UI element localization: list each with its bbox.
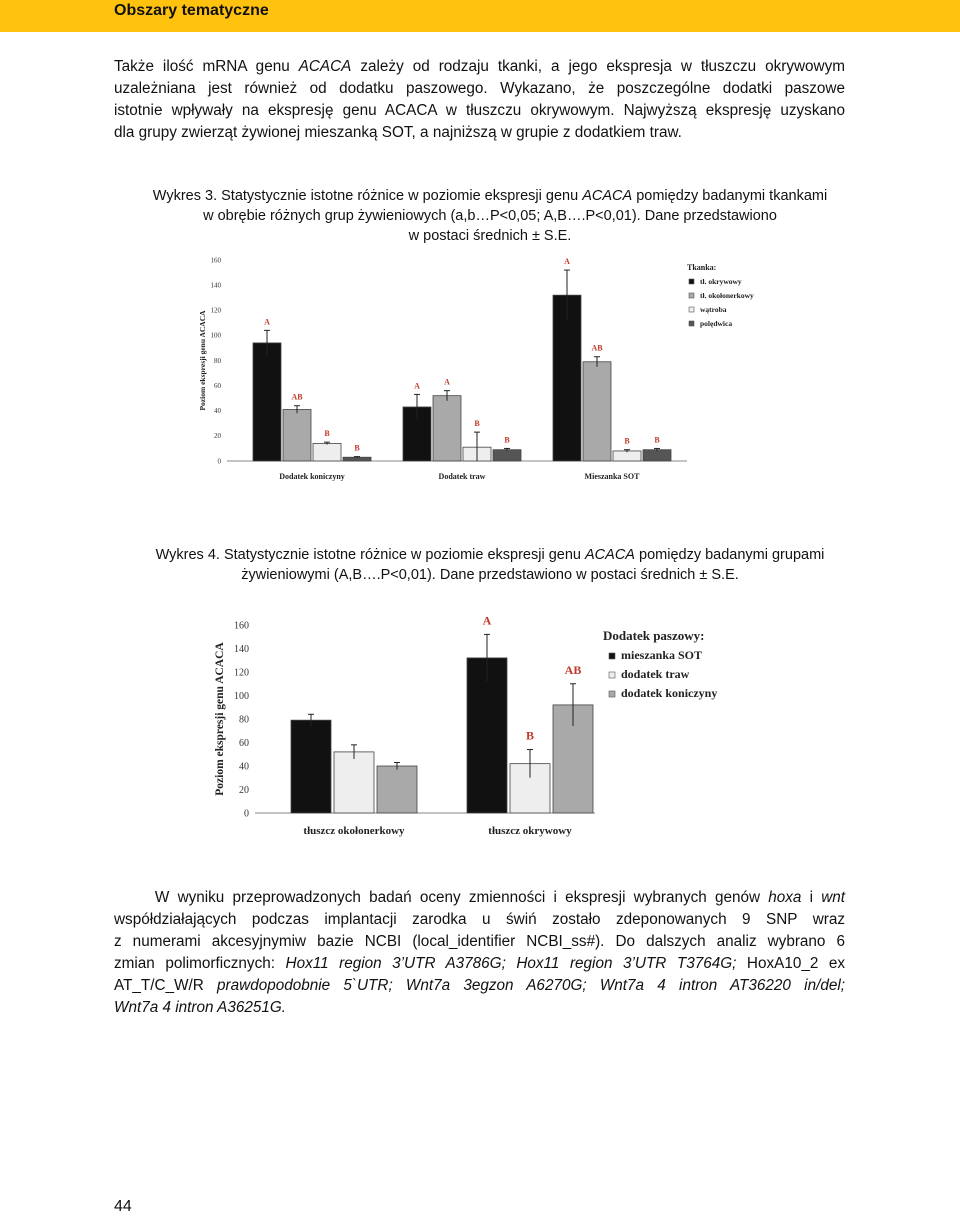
significance-label: AB xyxy=(564,662,582,677)
y-tick-label: 60 xyxy=(239,737,249,749)
y-tick-label: 100 xyxy=(234,690,249,702)
bar xyxy=(493,450,521,461)
significance-label: B xyxy=(504,435,510,445)
bar xyxy=(583,362,611,461)
figure3-chart xyxy=(195,250,765,490)
caption3-line: w obrębie różnych grup żywieniowych (a,b…P<0,05; A,B….P<0,01). Dane przedstawiono xyxy=(203,208,777,224)
y-tick-label: 80 xyxy=(214,356,221,365)
legend-label: polędwica xyxy=(700,319,733,328)
bar xyxy=(253,343,281,461)
bar xyxy=(377,766,417,813)
legend-label: wątroba xyxy=(700,305,727,314)
bar xyxy=(433,396,461,461)
italic-term: wnt xyxy=(821,889,845,906)
category-label: tłuszcz okołonerkowy xyxy=(303,825,405,837)
y-tick-label: 80 xyxy=(239,714,249,726)
y-tick-label: 40 xyxy=(239,761,249,773)
y-tick-label: 160 xyxy=(234,620,249,632)
y-tick-label: 20 xyxy=(214,432,221,441)
intro-line: dla grupy zwierząt żywionej mieszanką SOT, a najniższą w grupie z dodatkiem traw. xyxy=(114,124,682,141)
italic-term: Hox11 region 3’UTR A3786G; Hox11 region 3’UTR T3764G; xyxy=(285,955,737,972)
legend-label: dodatek traw xyxy=(621,667,690,681)
category-label: Dodatek traw xyxy=(438,472,486,481)
category-label: tłuszcz okrywowy xyxy=(488,825,572,837)
legend-label: tł. okrywowy xyxy=(700,277,742,286)
legend-swatch xyxy=(609,672,615,678)
caption3-line: w postaci średnich ± S.E. xyxy=(408,228,572,244)
italic-term: hoxa xyxy=(768,889,802,906)
significance-label: B xyxy=(354,443,360,453)
legend-swatch xyxy=(689,321,694,326)
y-tick-label: 160 xyxy=(210,256,221,265)
header-bar xyxy=(0,0,960,32)
significance-label: B xyxy=(324,429,330,439)
intro-paragraph xyxy=(114,56,845,144)
legend-swatch xyxy=(689,307,694,312)
bar xyxy=(613,451,641,461)
significance-label: B xyxy=(624,436,630,446)
legend-title: Tkanka: xyxy=(687,263,717,272)
results-line xyxy=(114,997,845,1019)
y-tick-label: 20 xyxy=(239,784,249,796)
significance-label: A xyxy=(444,377,450,387)
section-title: Obszary tematyczne xyxy=(114,2,269,19)
significance-label: AB xyxy=(291,392,303,402)
y-tick-label: 100 xyxy=(210,331,221,340)
y-tick-label: 60 xyxy=(214,381,221,390)
results-paragraph xyxy=(114,887,845,1019)
legend-title: Dodatek paszowy: xyxy=(603,628,705,643)
category-label: Mieszanka SOT xyxy=(584,472,640,481)
bar xyxy=(643,450,671,461)
bar xyxy=(334,752,374,813)
italic-term: ACACA xyxy=(298,58,352,75)
italic-term: Wnt7a 4 intron A36251G. xyxy=(114,999,287,1016)
bar xyxy=(291,720,331,813)
caption3-line: Wykres 3. Statystycznie istotne różnice w poziomie ekspresji genu ACACA pomiędzy badanymi tkankami xyxy=(152,188,828,204)
y-tick-label: 140 xyxy=(210,281,221,290)
italic-term: prawdopodobnie 5`UTR; Wnt7a 3egzon A6270G; Wnt7a 4 intron AT36220 in/del; xyxy=(217,977,845,994)
legend-label: mieszanka SOT xyxy=(621,648,703,662)
significance-label: AB xyxy=(591,343,603,353)
legend-swatch xyxy=(689,293,694,298)
significance-label: A xyxy=(482,613,492,628)
figure3-caption xyxy=(140,186,840,246)
significance-label: A xyxy=(264,317,270,327)
figure4-caption xyxy=(140,545,840,585)
figure4-chart xyxy=(205,610,765,840)
italic-term: ACACA xyxy=(582,188,633,204)
significance-label: A xyxy=(414,381,420,391)
significance-label: B xyxy=(474,419,480,429)
y-tick-label: 140 xyxy=(234,643,249,655)
legend-label: dodatek koniczyny xyxy=(621,686,718,700)
results-line: współdziałających podczas implantacji zarodka u świń zostało zdeponowanych 9 SNP wraz xyxy=(114,911,845,928)
caption4-line: Wykres 4. Statystycznie istotne różnice w poziomie ekspresji genu ACACA pomiędzy badanymi grupami xyxy=(155,547,825,563)
y-tick-label: 120 xyxy=(210,306,221,315)
legend-swatch xyxy=(689,279,694,284)
category-label: Dodatek koniczyny xyxy=(279,472,345,481)
bar xyxy=(283,409,311,461)
y-axis-label: Poziom ekspresji genu ACACA xyxy=(198,310,207,411)
italic-term: ACACA xyxy=(585,547,635,563)
intro-line: uzależniana jest również od dodatku paszowego. Wykazano, że poszczególne dodatki paszowe xyxy=(114,80,845,97)
bar xyxy=(313,443,341,461)
results-line: z numerami akcesyjnymiw bazie NCBI (local_identifier NCBI_ss#). Do dalszych analiz wybrano 6 xyxy=(114,933,845,950)
intro-line: istotnie wpływały na ekspresję genu ACACA w tłuszczu okrywowym. Najwyższą ekspresję uzyskano xyxy=(114,102,845,119)
page-number: 44 xyxy=(114,1198,132,1215)
y-tick-label: 0 xyxy=(217,457,221,466)
results-line: zmian polimorficznych: Hox11 region 3’UTR A3786G; Hox11 region 3’UTR T3764G; HoxA10_2 ex xyxy=(114,955,846,972)
significance-label: B xyxy=(525,728,535,743)
results-line: AT_T/C_W/R prawdopodobnie 5`UTR; Wnt7a 3egzon A6270G; Wnt7a 4 intron AT36220 in/del; xyxy=(114,977,845,994)
caption4-line: żywieniowymi (A,B….P<0,01). Dane przedstawiono w postaci średnich ± S.E. xyxy=(241,567,739,583)
legend-label: tł. okołonerkowy xyxy=(700,291,754,300)
y-tick-label: 40 xyxy=(214,407,221,416)
significance-label: B xyxy=(654,435,660,445)
y-axis-label: Poziom ekspresji genu ACACA xyxy=(214,642,226,796)
intro-line: Także ilość mRNA genu ACACA zależy od rodzaju tkanki, a jego ekspresja w tłuszczu okrywowym xyxy=(114,58,845,75)
results-line: W wyniku przeprowadzonych badań oceny zmienności i ekspresji wybranych genów hoxa i wnt xyxy=(114,889,845,906)
legend-swatch xyxy=(609,691,615,697)
y-tick-label: 0 xyxy=(244,808,249,820)
significance-label: A xyxy=(564,257,570,267)
legend-swatch xyxy=(609,653,615,659)
y-tick-label: 120 xyxy=(234,667,249,679)
